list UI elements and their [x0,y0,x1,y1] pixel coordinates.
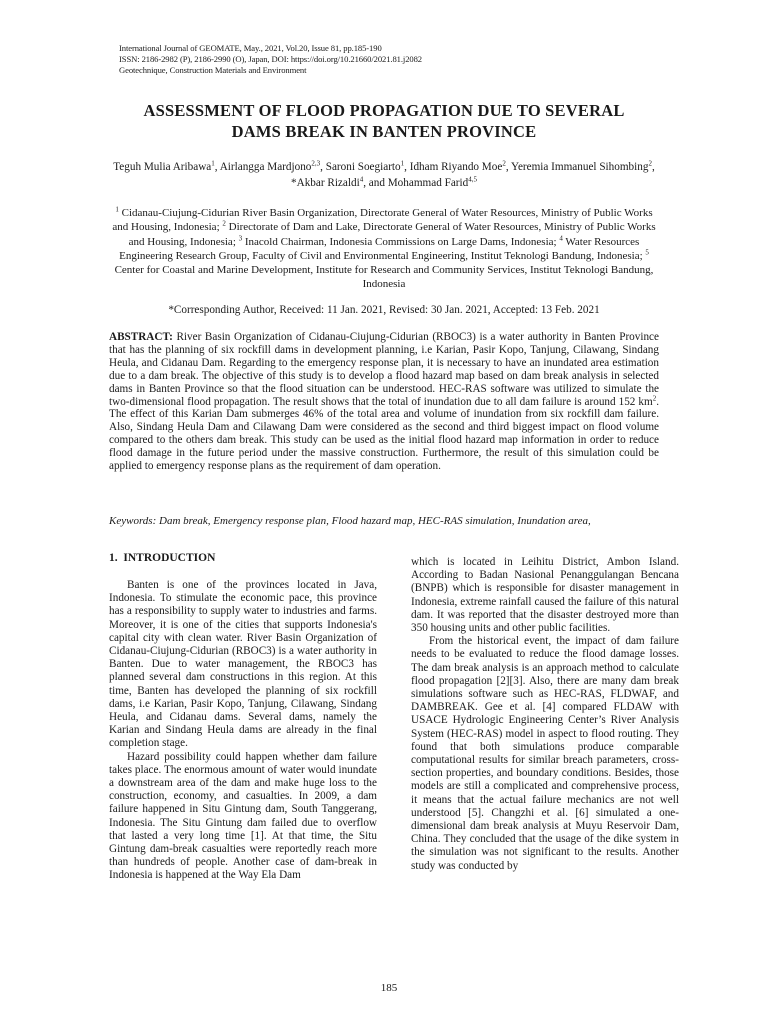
abstract [109,331,659,473]
affiliation-text: Directorate of Dam and Lake, Directorate General of Water Resources, Ministry of Public Works and Housing, Indonesia; [128,221,656,248]
right-column [411,556,679,873]
body-paragraph: From the historical event, the impact of dam failure needs to be evaluated to reduce the flood damage losses. The dam break analysis is an approach method to calculate flood propagation [2][3]. Also, there are many dam break simulations software such as HEC-RAS, FLDWAF, and DAMBREAK. Gee et al. [4] compared FLDAW with USACE Hydrologic Engineering Center’s River Analysis System (HEC-RAS) model in aspect to flood routing. They found that both simulations produce comparable computational results for similar breach parameters, cross-section properties, and boundary conditions. Besides, those models are still a complicated and comprehensive process, it means that the actual failure mechanics are not well understood [5]. Changzhi et al. [6] simulated a one-dimensional dam break analysis at Muyu Reservoir Dam, China. They concluded that the usage of the dike system in the simulation was not significant to the results. Another study was conducted by [411,635,679,872]
author-affiliation-mark: 2 [648,159,652,168]
corresponding-author-dates: *Corresponding Author, Received: 11 Jan. 2021, Revised: 30 Jan. 2021, Accepted: 13 Feb. 2021 [168,304,600,316]
author-affiliation-mark: 1 [400,159,405,168]
affiliations [108,206,660,292]
affiliation-mark: 1 [115,205,119,214]
affiliation-mark: 2 [222,219,226,228]
abstract-superscript: 2 [652,393,657,402]
affiliation-mark: 5 [645,248,649,257]
author-affiliation-mark: 2 [502,159,506,168]
author-name: , Airlangga Mardjono [214,161,312,173]
affiliation-text: Inacold Chairman, Indonesia Commissions on Large Dams, Indonesia; [242,235,560,248]
author-affiliation-mark: 2,3 [311,159,321,168]
journal-header [119,43,679,76]
author-name: , and Mohammad Farid [363,176,469,189]
paper-title-line-1: ASSESSMENT OF FLOOD PROPAGATION DUE TO SEVERAL [143,101,625,120]
author-name: , Yeremia Immanuel Sihombing [505,161,649,173]
affiliation-text: Center for Coastal and Marine Development, Institute for Research and Community Services, Institut Teknologi Bandung, Indonesia [114,264,654,291]
journal-citation-line: International Journal of GEOMATE, May., 2021, Vol.20, Issue 81, pp.185-190 [119,43,382,53]
author-affiliation-mark: 4,5 [468,174,477,183]
journal-topic-line: Geotechnique, Construction Materials and Environment [119,65,307,75]
journal-issn-doi-line: ISSN: 2186-2982 (P), 2186-2990 (O), Japan, DOI: https://doi.org/10.21660/2021.81.j2082 [119,54,422,64]
keywords: Keywords: Dam break, Emergency response plan, Flood hazard map, HEC-RAS simulation, Inundation area, [109,515,591,527]
body-paragraph: which is located in Leihitu District, Ambon Island. According to Badan Nasional Penanggulangan Bencana (BNPB) which is responsible for disaster management in Indonesia, extreme rainfall caused the failure of this natural dam. It was reported that the disaster destroyed more than 350 housing units and other public facilities. [411,556,679,635]
author-name: , Idham Riyando Moe [404,161,503,173]
author-name: , *Akbar Rizaldi [291,161,655,189]
left-column [109,552,377,883]
author-affiliation-mark: 1 [211,159,215,168]
affiliation-text: Water Resources Engineering Research Group, Faculty of Civil and Environmental Engineering, Institut Teknologi Bandung, Indonesia; [119,235,646,262]
paper-title-line-2: DAMS BREAK IN BANTEN PROVINCE [231,122,537,141]
abstract-text-continued: . The effect of this Karian Dam submerges 46% of the total area and volume of inundation from six rockfill dam failure. Also, Sindang Heula Dam and Cilawang Dam were considered as the second and third biggest impact on flood volume compared to the others dam break. This study can be used as the initial flood hazard map information in order to reduce flood damage in the future period under the massive construction. Furthermore, the result of this simulation could be applied to emergency response plans as the requirement of dam operation. [109,395,659,473]
author-list [106,160,662,191]
affiliation-text: Cidanau-Ciujung-Cidurian River Basin Organization, Directorate General of Water Resources, Ministry of Public Works and Housing, Indonesia; [112,207,653,234]
author-name: , Saroni Soegiarto [320,161,401,173]
body-paragraph: Banten is one of the provinces located in Java, Indonesia. To stimulate the economic pace, this province has a responsibility to supply water to industries and farms. Moreover, it is one of the cities that supports Indonesia's capital city with clean water. River Basin Organization of Cidanau-Ciujung-Cidurian (RBOC3) is a water authority in Banten. Due to water management, the RBOC3 has planned several dam constructions in this region. At this time, Banten has developed the planning of six rockfill dams, i.e Karian, Pasir Kopo, Tanjung, Cilawang, Sindang Heula, and Cidanau dams. Several dams, namely the Karian and Sindang Heula dams are already in the final completion stage. [109,579,377,750]
affiliation-mark: 3 [238,233,243,242]
author-affiliation-mark: 4 [359,174,364,183]
section-heading-introduction: 1. INTRODUCTION [109,552,216,564]
paper-title [100,100,668,142]
abstract-text: River Basin Organization of Cidanau-Ciujung-Cidurian (RBOC3) is a water authority in Banten Province that has the planning of six rockfill dams in development planning, i.e Karian, Pasir Kopo, Tanjung, Cilawang, Sindang Heula, and Cidanau Dam. Regarding to the emergency response plan, it is necessary to have an inundated area estimation due to a dam break. The objective of this study is to develop a flood hazard map based on dam break analysis in selected dams in Banten Province so that the flood situation can be understood. HEC-RAS software was utilized to simulate the two-dimensional flood propagation. The result shows that the total of inundation due to all dam failure is around 152 km [109,331,659,408]
body-paragraph: Hazard possibility could happen whether dam failure takes place. The enormous amount of water would inundate a downstream area of the dam and make huge loss to the construction, economy, and casualties. In 2009, a dam failure happened in Situ Gintung dam, South Tanggerang, Indonesia. The Situ Gintung dam failed due to overflow that lasted a very long time [1]. At that time, the Situ Gintung dam-break casualties were reportedly reach more than hundreds of people. Another case of dam-break in Indonesia is happened at the Way Ela Dam [109,750,377,882]
author-name: Teguh Mulia Aribawa [113,161,212,173]
affiliation-mark: 4 [559,233,563,242]
page-number: 185 [380,982,398,994]
abstract-label: ABSTRACT: [109,331,173,343]
